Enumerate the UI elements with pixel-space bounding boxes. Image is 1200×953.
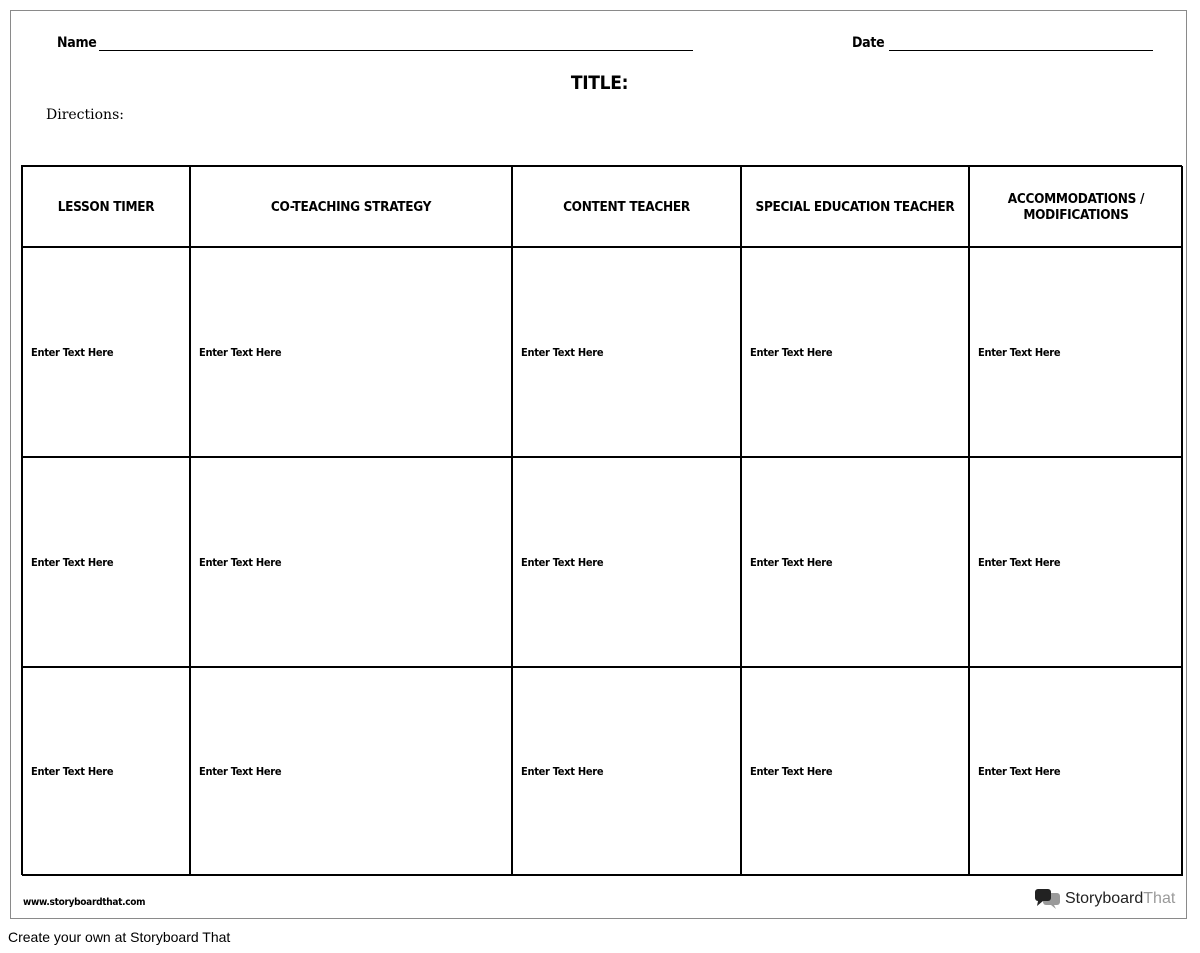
- worksheet: [10, 10, 1187, 919]
- footer-url: www.storyboardthat.com: [23, 897, 146, 908]
- table-cell[interactable]: Enter Text Here: [512, 457, 741, 667]
- table-cell[interactable]: Enter Text Here: [22, 457, 190, 667]
- name-line[interactable]: [99, 50, 693, 51]
- storyboardthat-logo: [1034, 888, 1175, 910]
- table-cell[interactable]: Enter Text Here: [22, 247, 190, 457]
- column-header[interactable]: ACCOMMODATIONS / MODIFICATIONS: [969, 166, 1183, 247]
- table-cell[interactable]: Enter Text Here: [190, 247, 512, 457]
- table-cell[interactable]: Enter Text Here: [741, 247, 969, 457]
- co-teaching-table: [21, 165, 1182, 875]
- column-header[interactable]: CO-TEACHING STRATEGY: [190, 166, 512, 247]
- column-header[interactable]: SPECIAL EDUCATION TEACHER: [741, 166, 969, 247]
- column-header[interactable]: LESSON TIMER: [22, 166, 190, 247]
- table-cell[interactable]: Enter Text Here: [969, 667, 1183, 876]
- speech-bubbles-icon: [1034, 888, 1061, 910]
- date-label: Date: [852, 35, 885, 51]
- table-cell[interactable]: Enter Text Here: [512, 667, 741, 876]
- brand-name-main: Storyboard: [1065, 890, 1144, 907]
- brand-name-light: That: [1143, 890, 1176, 907]
- table-cell[interactable]: Enter Text Here: [741, 667, 969, 876]
- table-cell[interactable]: Enter Text Here: [190, 667, 512, 876]
- date-line[interactable]: [889, 50, 1153, 51]
- table-cell[interactable]: Enter Text Here: [969, 247, 1183, 457]
- table-cell[interactable]: Enter Text Here: [190, 457, 512, 667]
- table-cell[interactable]: Enter Text Here: [741, 457, 969, 667]
- worksheet-title[interactable]: TITLE:: [570, 72, 629, 94]
- credit-text: Create your own at Storyboard That: [8, 929, 231, 945]
- directions-text[interactable]: Directions:: [46, 107, 124, 123]
- column-header[interactable]: CONTENT TEACHER: [512, 166, 741, 247]
- table-cell[interactable]: Enter Text Here: [969, 457, 1183, 667]
- name-label: Name: [57, 35, 97, 51]
- table-cell[interactable]: Enter Text Here: [22, 667, 190, 876]
- table-cell[interactable]: Enter Text Here: [512, 247, 741, 457]
